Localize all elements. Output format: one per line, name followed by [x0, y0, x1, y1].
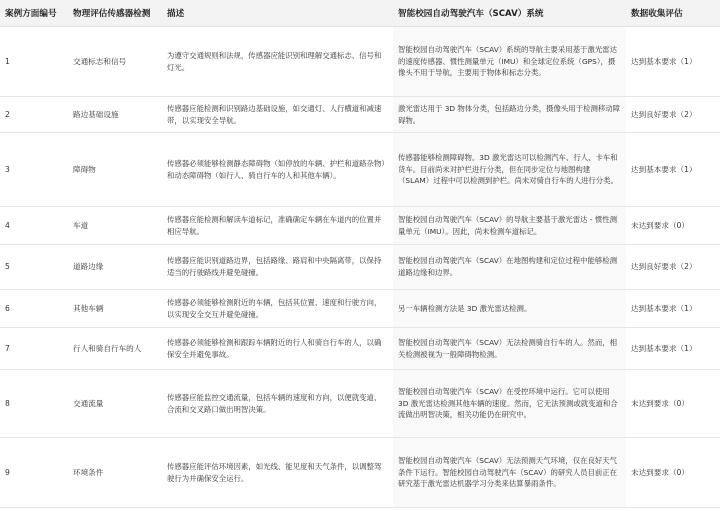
cell-no: 6 [0, 290, 68, 328]
cell-description: 传感器应能检测和识别路边基础设施，如交通灯、人行横道和减速带，以实现安全导航。 [162, 97, 393, 133]
cell-scav: 智能校园自动驾驶汽车（SCAV）系统的导航主要采用基于激光雷达的速度传感器、惯性测量单元（IMU）和全球定位系统（GPS），摄像头不用于导航，主要用于物体和标志分类。 [393, 27, 626, 97]
header-case-no: 案例方面编号 [0, 0, 68, 27]
cell-eval: 达到良好要求（2） [626, 245, 720, 290]
cell-eval: 达到基本要求（1） [626, 290, 720, 328]
cell-no: 7 [0, 328, 68, 370]
table-row [0, 370, 720, 438]
cell-eval: 达到良好要求（2） [626, 97, 720, 133]
header-eval: 数据收集评估 [626, 0, 720, 27]
cell-scav: 智能校园自动驾驶汽车（SCAV）在地图构建和定位过程中能够检测道路边缘和边界。 [393, 245, 626, 290]
cell-physical: 障碍物 [68, 133, 162, 207]
cell-physical: 其他车辆 [68, 290, 162, 328]
cell-eval: 达到基本要求（1） [626, 133, 720, 207]
table-row [0, 438, 720, 508]
cell-description: 传感器应能识别道路边界，包括路缘、路肩和中央隔离带，以保持适当的行驶路线并避免碰撞。 [162, 245, 393, 290]
table-row [0, 133, 720, 207]
header-physical: 物理评估传感器检测 [68, 0, 162, 27]
table-row [0, 207, 720, 245]
cell-scav: 智能校园自动驾驶汽车（SCAV）在受控环境中运行。它可以使用 3D 激光雷达检测其他车辆的速度。然而，它无法预测或就变道和合流做出明智决策，相关功能仍在研究中。 [393, 370, 626, 438]
cell-description: 传感器应能监控交通流量，包括车辆的速度和方向，以便就变道、合流和交叉路口做出明智决策。 [162, 370, 393, 438]
header-description: 描述 [162, 0, 393, 27]
cell-description: 传感器应能检测和解读车道标记，准确确定车辆在车道内的位置并相应导航。 [162, 207, 393, 245]
table-row [0, 97, 720, 133]
cell-no: 5 [0, 245, 68, 290]
cell-eval: 达到基本要求（1） [626, 328, 720, 370]
cell-physical: 路边基础设施 [68, 97, 162, 133]
cell-physical: 车道 [68, 207, 162, 245]
cell-no: 1 [0, 27, 68, 97]
cell-description: 传感器应能评估环境因素，如光线、能见度和天气条件，以调整驾驶行为并确保安全运行。 [162, 438, 393, 508]
cell-scav: 激光雷达用于 3D 物体分类，包括路边分类，摄像头用于检测移动障碍物。 [393, 97, 626, 133]
cell-physical: 交通流量 [68, 370, 162, 438]
cell-eval: 未达到要求（0） [626, 370, 720, 438]
cell-no: 3 [0, 133, 68, 207]
cell-eval: 未达到要求（0） [626, 438, 720, 508]
header-scav: 智能校园自动驾驶汽车（SCAV）系统 [393, 0, 626, 27]
cell-no: 8 [0, 370, 68, 438]
cell-no: 9 [0, 438, 68, 508]
cell-scav: 传感器能够检测障碍物。3D 激光雷达可以检测汽车、行人、卡车和货车。目前尚未对护栏进行分类，但在同步定位与地图构建（SLAM）过程中可以检测到护栏。尚未对骑自行车的人进行分类。 [393, 133, 626, 207]
table-row [0, 27, 720, 97]
cell-no: 2 [0, 97, 68, 133]
cell-scav: 智能校园自动驾驶汽车（SCAV）无法检测骑自行车的人。然而，相关检测被视为一般障碍物检测。 [393, 328, 626, 370]
cell-description: 为遵守交通规则和法规，传感器应能识别和理解交通标志、信号和灯光。 [162, 27, 393, 97]
cell-physical: 行人和骑自行车的人 [68, 328, 162, 370]
table-row [0, 245, 720, 290]
cell-physical: 环境条件 [68, 438, 162, 508]
header-row [0, 0, 720, 27]
cell-physical: 交通标志和信号 [68, 27, 162, 97]
cell-description: 传感器必须能够检测和跟踪车辆附近的行人和骑自行车的人，以确保安全并避免事故。 [162, 328, 393, 370]
cell-eval: 未达到要求（0） [626, 207, 720, 245]
table-row [0, 328, 720, 370]
cell-scav: 智能校园自动驾驶汽车（SCAV）的导航主要基于激光雷达 - 惯性测量单元（IMU）。因此，尚未检测车道标记。 [393, 207, 626, 245]
cell-physical: 道路边缘 [68, 245, 162, 290]
cell-scav: 智能校园自动驾驶汽车（SCAV）无法预测天气环境，仅在良好天气条件下运行。智能校园自动驾驶汽车（SCAV）的研究人员目前正在研究基于激光雷达机器学习分类来估算暴雨条件。 [393, 438, 626, 508]
cell-eval: 达到基本要求（1） [626, 27, 720, 97]
cell-description: 传感器必须能够检测附近的车辆，包括其位置、速度和行驶方向，以实现安全交互并避免碰撞。 [162, 290, 393, 328]
cell-no: 4 [0, 207, 68, 245]
table-row [0, 290, 720, 328]
cell-description: 传感器必须能够检测静态障碍物（如停放的车辆、护栏和道路杂物）和动态障碍物（如行人、骑自行车的人和其他车辆）。 [162, 133, 393, 207]
cell-scav: 另一车辆检测方法是 3D 激光雷达检测。 [393, 290, 626, 328]
